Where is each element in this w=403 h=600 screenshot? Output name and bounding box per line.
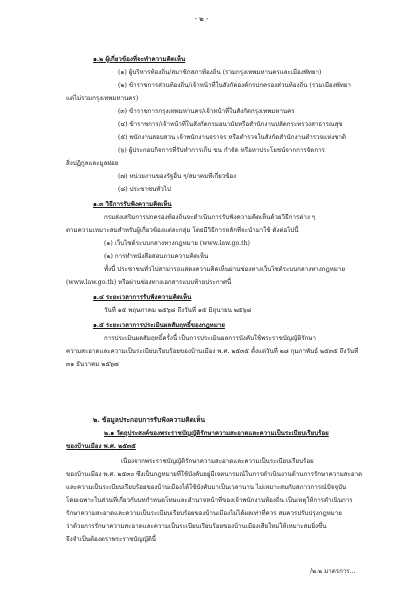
s2-para-line: เนื่องจากพระราชบัญญัติรักษาความสะอาดและความเป็นระเบียบเรียบร้อย — [121, 458, 314, 465]
section-1-2-heading: ๑.๒ ผู้เกี่ยวข้องที่จะทำความคิดเห็น — [93, 56, 186, 63]
s2-para-line: โดยเฉพาะในส่วนที่เกี่ยวกับบทกำหนดโทษและอำนาจหน้าที่ของเจ้าพนักงานท้องถิ่น เป็นเหตุให้การดำเนินการ — [66, 497, 353, 504]
s15-line: การประเมินผลสัมฤทธิ์ครั้งนี้ เป็นการประเมินผลการบังคับใช้พระราชบัญญัติรักษา — [104, 335, 316, 342]
s13-line: (๑) เว็บไซต์ระบบกลางทางกฎหมาย (www.law.go.th) — [104, 240, 250, 247]
s12-item: (๕) พนักงานสอบสวน เจ้าพนักงานจราจร หรือตำรวจในสังกัดสำนักงานตำรวจแห่งชาติ — [118, 134, 346, 141]
s14-line: วันที่ ๑๕ พฤษภาคม ๒๕๖๘ ถึงวันที่ ๑๕ มิถุนายน ๒๕๖๘ — [104, 307, 252, 314]
s12-item: แต่ไม่รวมกรุงเทพมหานคร) — [66, 95, 139, 102]
s2-para-line: ของบ้านเมือง พ.ศ. ๒๕๓๐ ซึ่งเป็นกฎหมายที่ใช้บังคับอยู่มีเจตนารมณ์ในการดำเนินงานด้านการรักษาความสะอาด — [66, 471, 363, 478]
s2-para-line: จึงจำเป็นต้องตราพระราชบัญญัตินี้ — [66, 536, 157, 543]
s12-item: (๗) หน่วยงานของรัฐอื่น ๆ/สมาคมที่เกี่ยวข้อง — [118, 173, 237, 180]
section-1-4-heading: ๑.๔ ระยะเวลาการรับฟังความคิดเห็น — [93, 294, 192, 301]
s2-para-line: รักษาความสะอาดและความเป็นระเบียบเรียบร้อยของบ้านเมืองไม่ได้ผลเท่าที่ควร สมควรปรับปรุงกฎหมาย — [66, 510, 342, 517]
s13-line: (www.law.go.th) หรือผ่านช่องทางเอกสารแบบท้ายประกาศนี้ — [66, 279, 232, 286]
s2-para-line: และความเป็นระเบียบเรียบร้อยของบ้านเมืองได้ใช้บังคับมาเป็นเวลานาน ไม่เหมาะสมกับสภาวการณ์ปัจจุบัน — [66, 484, 347, 491]
s12-item: (๓) ข้าราชการกรุงเทพมหานคร/เจ้าหน้าที่ในสังกัดกรุงเทพมหานคร — [118, 108, 295, 115]
s13-line: กรมส่งเสริมการปกครองท้องถิ่นจะดำเนินการรับฟังความคิดเห็นด้วยวิธีการต่าง ๆ — [104, 214, 316, 221]
s12-item: (๒) ข้าราชการส่วนท้องถิ่น/เจ้าหน้าที่ในสังกัดองค์กรปกครองส่วนท้องถิ่น (รวมเมืองพัทยา — [118, 82, 351, 89]
section-2-1-heading-cont: ของบ้านเมือง พ.ศ. ๒๕๓๕ — [66, 443, 136, 450]
s12-item: (๖) ผู้ประกอบกิจการที่รับทำการเก็บ ขน กำจัด หรือหาประโยชน์จากการจัดการ — [118, 147, 325, 154]
s15-line: ความสะอาดและความเป็นระเบียบเรียบร้อยของบ้านเมือง พ.ศ. ๒๕๓๕ ตั้งแต่วันที่ ๒๘ กุมภาพันธ์ ๒๕๓๕ ถึงวันที่ — [66, 348, 359, 355]
s13-line: ตามความเหมาะสมสำหรับผู้เกี่ยวข้องแต่ละกลุ่ม โดยมีวิธีการหลักที่จะนำมาใช้ ดังต่อไปนี้ — [66, 227, 299, 234]
s15-line: ๓๑ ธันวาคม ๒๕๖๗ — [66, 361, 119, 368]
continuation-footer: /๒.๒ มาตรการ... — [310, 568, 356, 575]
section-2-1-heading: ๒.๑ วัตถุประสงค์ของพระราชบัญญัติรักษาความสะอาดและความเป็นระเบียบเรียบร้อย — [104, 430, 329, 437]
section-2-heading: ๒. ข้อมูลประกอบการรับฟังความคิดเห็น — [93, 416, 206, 424]
s12-item: (๘) ประชาชนทั่วไป — [118, 186, 171, 193]
s12-item: (๑) ผู้บริหารท้องถิ่น/สมาชิกสภาท้องถิ่น (รวมกรุงเทพมหานครและเมืองพัทยา) — [118, 69, 322, 76]
s13-line: ทั้งนี้ ประชาชนทั่วไปสามารถแสดงความคิดเห็นผ่านช่องทางเว็บไซต์ระบบกลางทางกฎหมาย — [104, 266, 345, 273]
s12-item: สิ่งปฏิกูลและมูลฝอย — [66, 160, 119, 167]
page-number: - ๒ - — [194, 15, 209, 23]
section-1-5-heading: ๑.๕ ระยะเวลาการประเมินผลสัมฤทธิ์ของกฎหมาย — [93, 322, 225, 329]
s2-para-line: ว่าด้วยการรักษาความสะอาดและความเป็นระเบียบเรียบร้อยของบ้านเมืองเสียใหม่ให้เหมาะสมยิ่งขึ้น — [66, 523, 327, 530]
s12-item: (๔) ข้าราชการ/เจ้าหน้าที่ในสังกัดกรมอนามัยหรือสำนักงานปลัดกระทรวงสาธารณสุข — [118, 121, 343, 128]
section-1-3-heading: ๑.๓ วิธีการรับฟังความคิดเห็น — [93, 201, 172, 208]
s13-line: (๒) การทำหนังสือสอบถามความคิดเห็น — [104, 253, 209, 260]
